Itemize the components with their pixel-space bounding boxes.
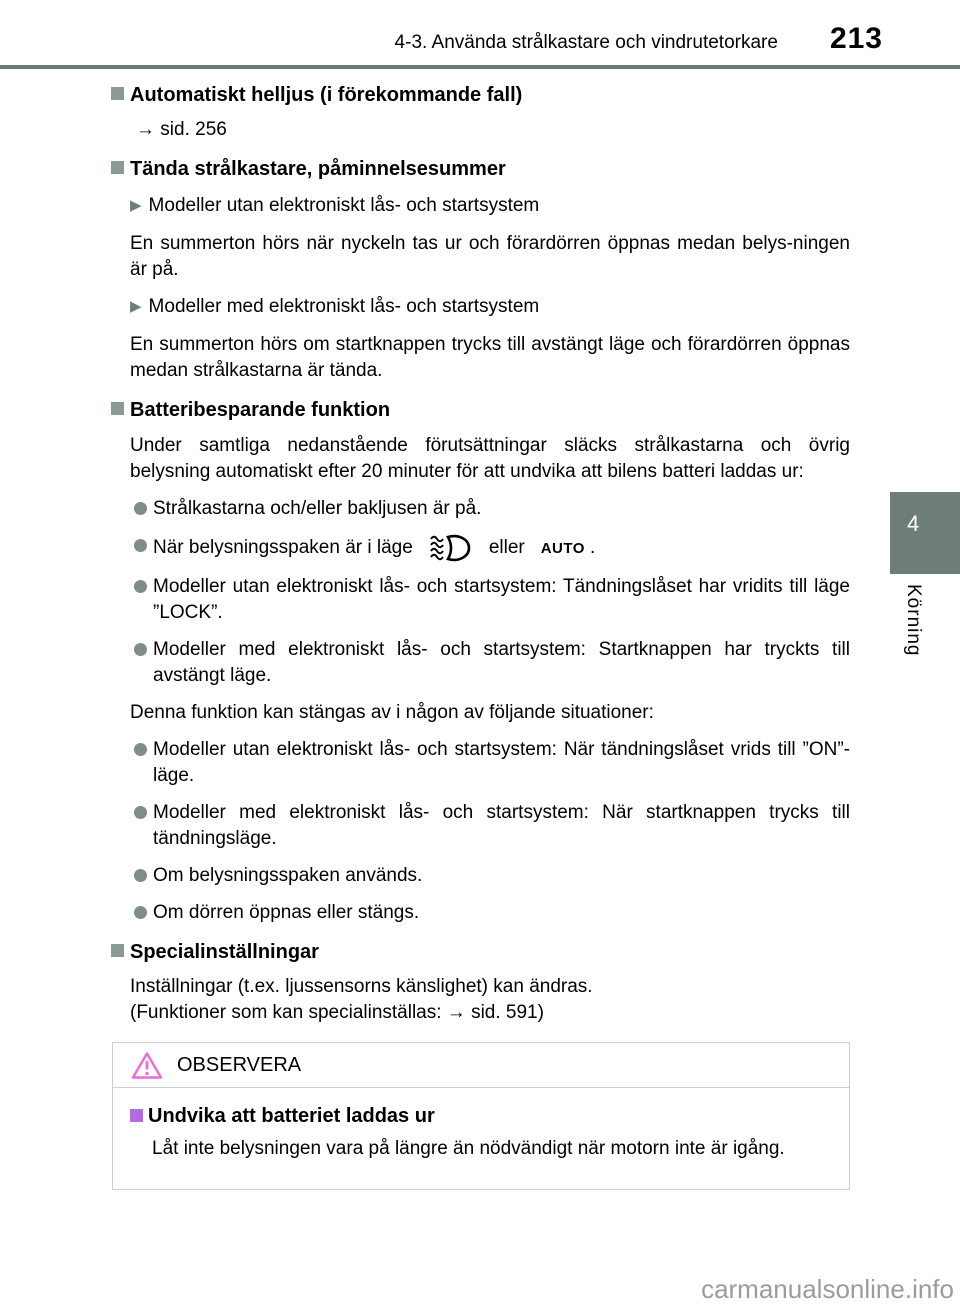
paragraph-line: (Funktioner som kan specialinställas: → sid. 591) [130, 1002, 544, 1023]
notice-body [113, 1088, 849, 1189]
paragraph: Denna funktion kan stängas av i någon av följande situationer: [130, 702, 654, 723]
list-item [130, 637, 850, 689]
variant-item [130, 294, 850, 321]
watermark-text: carmanualsonline.info [701, 1274, 954, 1304]
list-item [130, 800, 850, 852]
paragraph: Under samtliga nedanstående förutsättningar släcks strålkastarna och övrig belysning automatiskt efter 20 minuter för att undvika att bilens batteri laddas ur: [130, 435, 850, 482]
section-auto-highbeam-title [130, 82, 850, 108]
section-headlight-reminder-title [130, 156, 850, 182]
bullet-dot-icon [134, 539, 147, 552]
section-title-text: Automatiskt helljus (i förekommande fall) [130, 84, 523, 106]
list-item-text: När belysningsspaken är i läge [153, 537, 413, 558]
chapter-tab [890, 492, 960, 574]
notice-square-icon [130, 1109, 143, 1122]
paragraph: En summerton hörs om startknappen trycks till avstängt läge och förardörren öppnas medan strålkastarna är tända. [130, 334, 850, 381]
notice-box [112, 1042, 850, 1190]
list-item-text: Modeller med elektroniskt lås- och startsystem: Startknappen har tryckts till avstängt läge. [153, 639, 850, 686]
chapter-breadcrumb: 4-3. Använda strålkastare och vindrutetorkare [394, 32, 778, 53]
page-header [0, 0, 960, 56]
main-content [130, 82, 850, 1026]
list-item-text: . [589, 537, 596, 558]
header-divider [0, 65, 960, 69]
list-item [130, 737, 850, 789]
bullet-dot-icon [134, 906, 147, 919]
triangle-right-icon: ▶ [130, 197, 142, 214]
section-square-icon [111, 161, 124, 174]
notice-title [130, 1103, 831, 1129]
bullet-dot-icon [134, 806, 147, 819]
section-square-icon [111, 944, 124, 957]
section-custom-settings-title [130, 939, 850, 965]
section-title-text: Batteribesparande funktion [130, 399, 391, 421]
bullet-dot-icon [134, 502, 147, 515]
bullet-dot-icon [134, 869, 147, 882]
notice-header [113, 1043, 849, 1088]
triangle-right-icon: ▶ [130, 298, 142, 315]
list-item-text: eller [488, 537, 525, 558]
list-item [130, 533, 850, 563]
list-item [130, 863, 850, 889]
auto-mode-icon: AUTO [540, 540, 585, 557]
notice-label: OBSERVERA [177, 1054, 302, 1076]
paragraph-line: Inställningar (t.ex. ljussensorns känslighet) kan ändras. [130, 976, 593, 997]
list-item-text: Modeller utan elektroniskt lås- och startsystem: Tändningslåset har vridits till läge ”LOCK”. [153, 576, 850, 623]
list-item-text: Om dörren öppnas eller stängs. [153, 902, 420, 923]
variant-label: Modeller utan elektroniskt lås- och startsystem [148, 195, 540, 216]
list-item-text: Om belysningsspaken används. [153, 865, 423, 886]
chapter-tab-name: Körning [903, 584, 924, 657]
list-item-text: Modeller utan elektroniskt lås- och startsystem: När tändningslåset vrids till ”ON”-läge. [153, 739, 850, 786]
list-item-text: Modeller med elektroniskt lås- och startsystem: När startknappen trycks till tändningsläge. [153, 802, 850, 849]
section-title-text: Specialinställningar [130, 941, 319, 963]
notice-title-text: Undvika att batteriet laddas ur [148, 1105, 435, 1127]
variant-item [130, 193, 850, 220]
list-item-text: Strålkastarna och/eller bakljusen är på. [153, 498, 482, 519]
warning-triangle-icon [130, 1050, 164, 1081]
list-item [130, 900, 850, 926]
paragraph [130, 974, 850, 1026]
section-square-icon [111, 402, 124, 415]
bullet-dot-icon [134, 643, 147, 656]
list-item-with-icons [153, 533, 850, 563]
bullet-dot-icon [134, 743, 147, 756]
list-item [130, 574, 850, 626]
headlight-icon [429, 533, 475, 563]
notice-text: Låt inte belysningen vara på längre än nödvändigt när motorn inte är igång. [152, 1138, 785, 1159]
bullet-dot-icon [134, 580, 147, 593]
paragraph: En summerton hörs när nyckeln tas ur och förardörren öppnas medan belys-ningen är på. [130, 233, 850, 280]
variant-label: Modeller med elektroniskt lås- och startsystem [148, 296, 540, 317]
chapter-tab-number: 4 [907, 511, 920, 536]
section-title-text: Tända strålkastare, påminnelsesummer [130, 158, 506, 180]
page-number: 213 [829, 22, 883, 55]
section-square-icon [111, 87, 124, 100]
page-reference: → sid. 256 [136, 119, 227, 140]
list-item [130, 496, 850, 522]
section-battery-saving-title [130, 397, 850, 423]
